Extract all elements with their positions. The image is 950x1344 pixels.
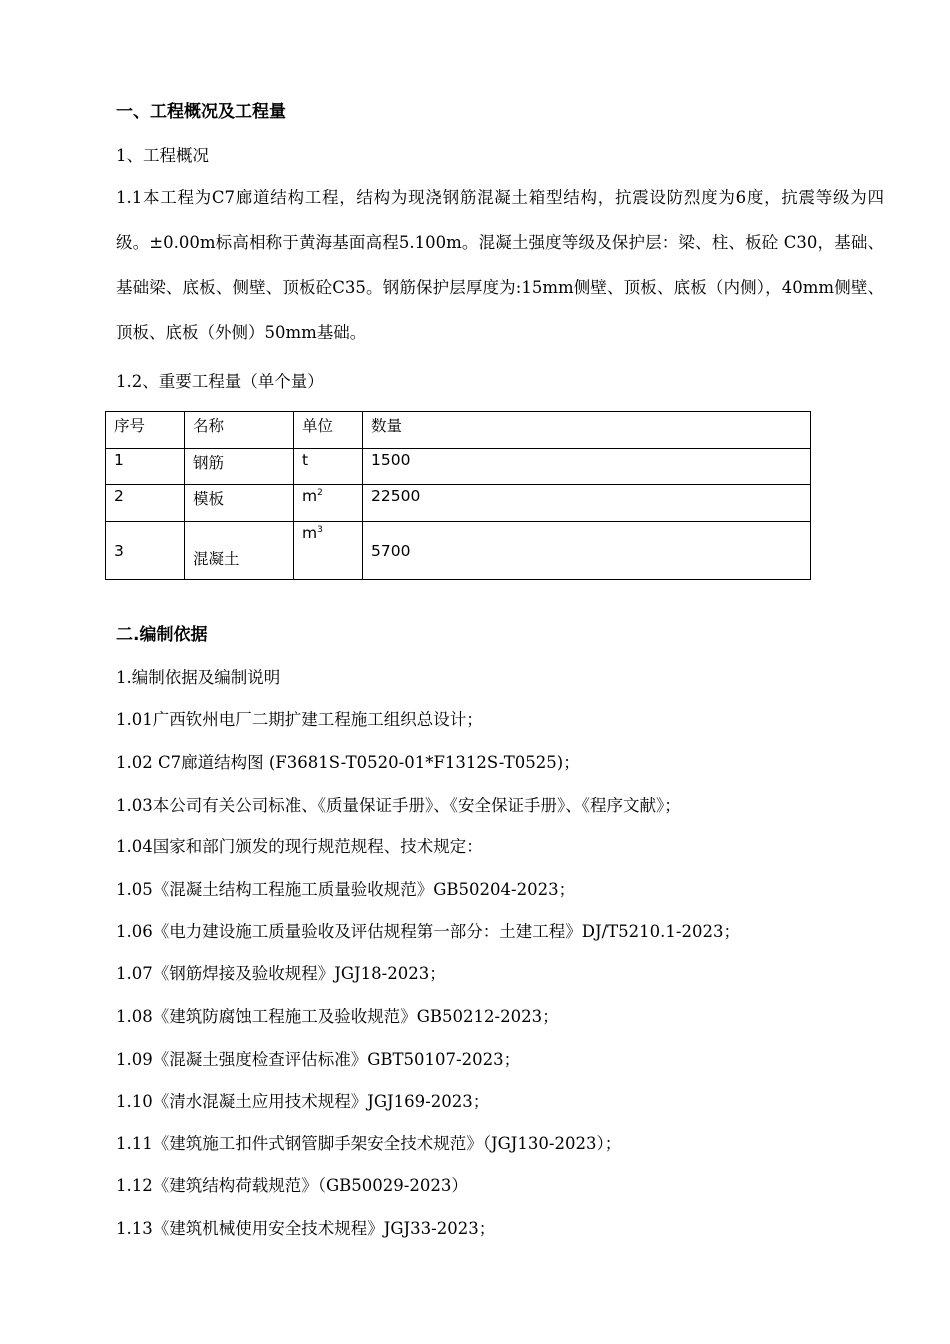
unit-superscript: 2 xyxy=(317,487,323,498)
cell-name: 钢筋 xyxy=(185,449,294,485)
cell-qty: 22500 xyxy=(363,485,811,522)
cell-qty: 1500 xyxy=(363,449,811,485)
subsection-quantities: 1.2、重要工程量（单个量） xyxy=(116,372,324,391)
unit-text: t xyxy=(302,451,309,469)
basis-list-item: 1.12《建筑结构荷载规范》（GB50029-2023） xyxy=(116,1176,468,1195)
basis-list-item: 1.03本公司有关公司标准、《质量保证手册》、《安全保证手册》、《程序文献》； xyxy=(116,796,681,815)
basis-list-item: 1.13《建筑机械使用安全技术规程》JGJ33-2023； xyxy=(116,1219,496,1238)
basis-list-item: 1.04国家和部门颁发的现行规范规程、技术规定： xyxy=(116,837,483,856)
basis-list-item: 1.09《混凝土强度检查评估标准》GBT50107-2023； xyxy=(116,1050,521,1069)
table-row xyxy=(106,522,811,580)
basis-list-item: 1.05《混凝土结构工程施工质量验收规范》GB50204-2023； xyxy=(116,880,576,899)
basis-list-item: 1.02 C7廊道结构图 (F3681S-T0520-01*F1312S-T0525)； xyxy=(116,753,580,772)
table-header-row xyxy=(106,412,811,449)
cell-name: 混凝土 xyxy=(185,522,294,580)
subsection-basis: 1.编制依据及编制说明 xyxy=(116,668,281,687)
basis-list-item: 1.10《清水混凝土应用技术规程》JGJ169-2023； xyxy=(116,1092,490,1111)
project-overview-paragraph: 1.1本工程为C7廊道结构工程，结构为现浇钢筋混凝土箱型结构，抗震设防烈度为6度，抗震等级为四级。±0.00m标高相称于黄海基面高程5.100m。混凝土强度等级及保护层：梁、柱、板砼 C30，基础、基础梁、底板、侧壁、顶板砼C35。钢筋保护层厚度为:15mm侧壁、顶板、底板（内侧），40mm侧壁、顶板、底板（外侧）50mm基础。 xyxy=(116,188,884,342)
section-2-title: 二.编制依据 xyxy=(116,625,208,645)
subsection-project-overview: 1、工程概况 xyxy=(116,146,209,165)
unit-superscript: 3 xyxy=(317,524,323,535)
quantities-table xyxy=(105,411,811,580)
cell-name: 模板 xyxy=(185,485,294,522)
cell-no: 2 xyxy=(106,485,185,522)
basis-list-item: 1.07《钢筋焊接及验收规程》JGJ18-2023； xyxy=(116,964,446,983)
cell-unit xyxy=(294,449,363,485)
header-name: 名称 xyxy=(185,412,294,449)
section-1-title: 一、工程概况及工程量 xyxy=(116,102,286,122)
table-row xyxy=(106,449,811,485)
unit-text: m xyxy=(302,524,318,542)
table-row xyxy=(106,485,811,522)
cell-unit xyxy=(294,522,363,580)
cell-no: 1 xyxy=(106,449,185,485)
cell-unit xyxy=(294,485,363,522)
basis-list-item: 1.01广西钦州电厂二期扩建工程施工组织总设计； xyxy=(116,710,483,729)
basis-list-item: 1.11《建筑施工扣件式钢管脚手架安全技术规范》（JGJ130-2023）； xyxy=(116,1134,622,1153)
header-no: 序号 xyxy=(106,412,185,449)
cell-qty: 5700 xyxy=(363,522,811,580)
basis-list-item: 1.06《电力建设施工质量验收及评估规程第一部分：土建工程》DJ/T5210.1-2023； xyxy=(116,922,740,941)
basis-list-item: 1.08《建筑防腐蚀工程施工及验收规范》GB50212-2023； xyxy=(116,1007,559,1026)
unit-text: m xyxy=(302,487,318,505)
header-unit: 单位 xyxy=(294,412,363,449)
header-qty: 数量 xyxy=(363,412,811,449)
cell-no: 3 xyxy=(106,522,185,580)
